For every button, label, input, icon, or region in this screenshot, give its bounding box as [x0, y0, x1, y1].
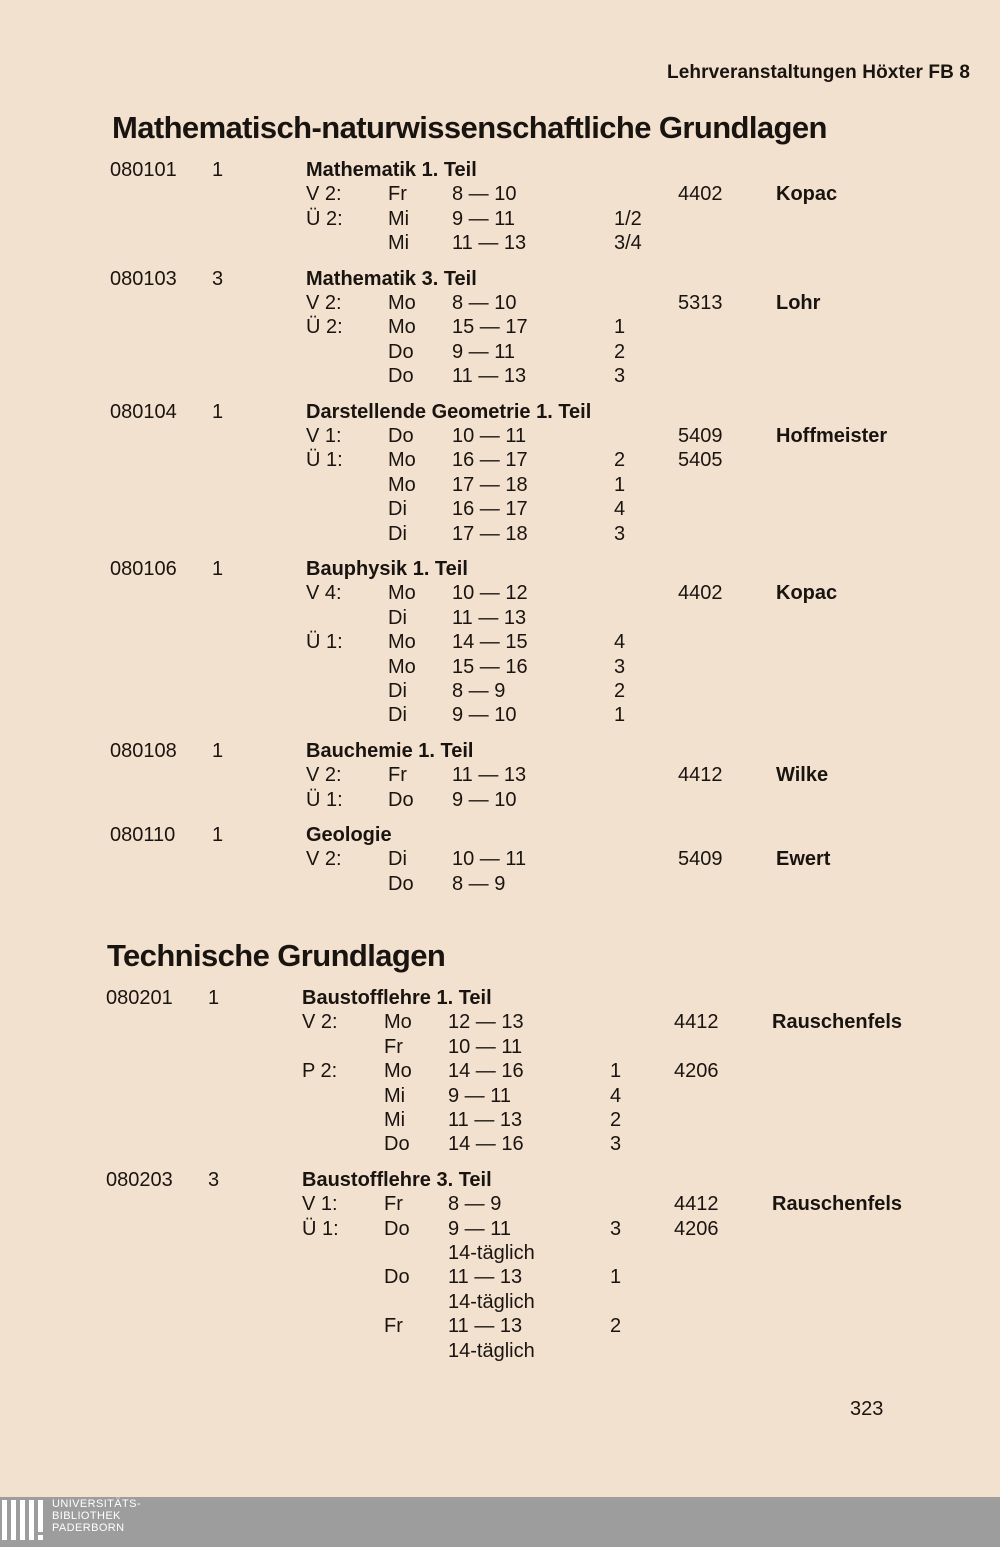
- session-day: Mo: [384, 1060, 412, 1083]
- session-time: 16 — 17: [452, 449, 528, 472]
- session-day: Do: [388, 872, 414, 895]
- course-code: 080108: [110, 739, 177, 762]
- session-type: Ü 1:: [306, 631, 343, 654]
- session-type: V 2:: [306, 764, 342, 787]
- session-room: 5405: [678, 449, 723, 472]
- session-room: 4412: [678, 764, 723, 787]
- session-time: 11 — 13: [448, 1109, 523, 1131]
- session-time: 16 — 17: [452, 498, 528, 521]
- session-group: 2: [614, 449, 626, 472]
- session-time: 8 — 9: [452, 680, 506, 702]
- session-type: V 4:: [306, 582, 342, 605]
- session-time: 8 — 10: [452, 292, 517, 314]
- session-time: 9 — 11: [448, 1217, 511, 1240]
- session-group: 3: [610, 1217, 622, 1240]
- session-day: Mi: [388, 232, 410, 255]
- session-group: 2: [614, 340, 626, 363]
- session-group: 4: [614, 498, 626, 521]
- session-day: Do: [388, 365, 414, 388]
- course-code: 080106: [110, 558, 177, 580]
- session-time: 11 — 13: [452, 764, 527, 787]
- lecturer-name: Wilke: [776, 764, 829, 787]
- session-time: 9 — 10: [452, 704, 517, 727]
- session-day: Mi: [384, 1109, 406, 1131]
- course-semester: 3: [208, 1168, 220, 1191]
- session-group: 3: [610, 1133, 622, 1156]
- session-type: V 2:: [306, 183, 342, 206]
- session-group: 4: [610, 1084, 622, 1107]
- session-time: 8 — 9: [448, 1193, 502, 1216]
- session-time: 14-täglich: [448, 1290, 535, 1313]
- session-group: 2: [610, 1109, 622, 1131]
- session-room: 5313: [678, 292, 723, 314]
- session-group: 1: [610, 1266, 622, 1289]
- session-time: 10 — 12: [452, 582, 528, 605]
- session-group: 3: [614, 522, 626, 545]
- session-day: Di: [388, 522, 407, 545]
- lecturer-name: Rauschenfels: [772, 1193, 903, 1216]
- page-number: 323: [850, 1398, 884, 1420]
- session-group: 2: [610, 1315, 622, 1338]
- session-time: 11 — 13: [452, 606, 527, 629]
- session-type: Ü 2:: [306, 207, 343, 230]
- session-time: 9 — 11: [452, 207, 515, 230]
- running-header: Lehrveranstaltungen Höxter FB 8: [667, 62, 970, 83]
- session-group: 3: [614, 655, 626, 678]
- session-day: Do: [384, 1266, 410, 1289]
- session-day: Do: [388, 788, 414, 811]
- session-day: Mo: [388, 292, 416, 314]
- library-logo-icon: [2, 1500, 46, 1544]
- session-day: Mo: [384, 1011, 412, 1034]
- session-day: Mo: [388, 655, 416, 678]
- session-day: Mi: [388, 207, 410, 230]
- session-day: Mo: [388, 473, 416, 496]
- course-semester: 1: [212, 739, 224, 762]
- session-group: 1: [610, 1060, 622, 1083]
- course-code: 080201: [106, 987, 173, 1009]
- course-title: Mathematik 3. Teil: [306, 267, 477, 290]
- session-type: P 2:: [302, 1060, 338, 1083]
- session-type: V 1:: [302, 1193, 338, 1216]
- course-title: Geologie: [306, 824, 392, 846]
- session-day: Do: [388, 340, 414, 363]
- session-day: Do: [384, 1133, 410, 1156]
- course-code: 080101: [110, 159, 177, 181]
- session-type: V 1:: [306, 425, 342, 447]
- course-title: Darstellende Geometrie 1. Teil: [306, 400, 592, 423]
- course-title: Bauphysik 1. Teil: [306, 558, 468, 580]
- session-time: 11 — 13: [448, 1266, 523, 1289]
- session-day: Fr: [388, 183, 407, 206]
- course-semester: 1: [212, 824, 224, 846]
- session-room: 4206: [674, 1060, 719, 1083]
- section-title: Mathematisch-naturwissenschaftliche Grundlagen: [112, 110, 827, 145]
- session-type: V 2:: [302, 1011, 338, 1034]
- library-name-line: UNIVERSITÄTS-: [52, 1498, 141, 1510]
- session-time: 8 — 9: [452, 872, 506, 895]
- session-room: 5409: [678, 848, 723, 871]
- session-day: Fr: [388, 764, 407, 787]
- session-time: 15 — 16: [452, 655, 528, 678]
- session-day: Di: [388, 680, 407, 702]
- session-type: Ü 1:: [302, 1217, 339, 1240]
- course-code: 080203: [106, 1168, 173, 1191]
- course-title: Bauchemie 1. Teil: [306, 739, 474, 762]
- session-group: 1: [614, 473, 626, 496]
- course-semester: 1: [212, 558, 224, 580]
- session-day: Mi: [384, 1084, 406, 1107]
- session-room: 4402: [678, 582, 723, 605]
- session-time: 10 — 11: [448, 1035, 523, 1058]
- session-type: Ü 1:: [306, 788, 343, 811]
- course-title: Baustofflehre 3. Teil: [302, 1168, 492, 1191]
- session-time: 11 — 13: [452, 232, 527, 255]
- session-group: 4: [614, 631, 626, 654]
- session-group: 2: [614, 680, 626, 702]
- session-type: Ü 2:: [306, 316, 343, 339]
- lecturer-name: Kopac: [776, 183, 838, 206]
- session-day: Di: [388, 606, 407, 629]
- session-type: V 2:: [306, 292, 342, 314]
- session-time: 15 — 17: [452, 316, 528, 339]
- lecturer-name: Ewert: [776, 848, 831, 871]
- session-time: 11 — 13: [448, 1315, 523, 1338]
- lecturer-name: Kopac: [776, 582, 838, 605]
- session-room: 4206: [674, 1217, 719, 1240]
- session-group: 1: [614, 316, 626, 339]
- course-code: 080110: [110, 824, 176, 846]
- course-semester: 1: [212, 159, 224, 181]
- session-room: 5409: [678, 425, 723, 447]
- session-time: 17 — 18: [452, 522, 528, 545]
- session-group: 1: [614, 704, 626, 727]
- session-day: Mo: [388, 582, 416, 605]
- course-semester: 1: [208, 987, 220, 1009]
- session-type: V 2:: [306, 848, 342, 871]
- session-group: 1/2: [614, 207, 642, 230]
- course-semester: 1: [212, 400, 224, 423]
- session-time: 14 — 15: [452, 631, 528, 654]
- course-code: 080103: [110, 267, 177, 290]
- session-time: 9 — 10: [452, 788, 517, 811]
- session-day: Mo: [388, 631, 416, 654]
- session-room: 4412: [674, 1193, 719, 1216]
- session-day: Do: [388, 425, 414, 447]
- library-name-line: PADERBORN: [52, 1522, 125, 1534]
- session-day: Fr: [384, 1315, 403, 1338]
- session-time: 12 — 13: [448, 1011, 524, 1034]
- library-name-line: BIBLIOTHEK: [52, 1510, 121, 1522]
- session-time: 14-täglich: [448, 1242, 535, 1264]
- library-name: [52, 1498, 141, 1534]
- session-day: Do: [384, 1217, 410, 1240]
- session-day: Di: [388, 848, 407, 871]
- session-day: Di: [388, 498, 407, 521]
- course-semester: 3: [212, 267, 224, 290]
- lecturer-name: Rauschenfels: [772, 1011, 903, 1034]
- lecturer-name: Lohr: [776, 292, 821, 314]
- session-time: 14 — 16: [448, 1060, 524, 1083]
- course-title: Mathematik 1. Teil: [306, 159, 477, 181]
- session-time: 9 — 11: [452, 340, 515, 363]
- session-time: 14 — 16: [448, 1133, 524, 1156]
- session-day: Di: [388, 704, 407, 727]
- session-group: 3/4: [614, 232, 642, 255]
- library-footer: [0, 1497, 1000, 1547]
- session-time: 10 — 11: [452, 425, 527, 447]
- session-time: 14-täglich: [448, 1339, 535, 1362]
- session-time: 17 — 18: [452, 473, 528, 496]
- session-day: Fr: [384, 1035, 403, 1058]
- session-room: 4402: [678, 183, 723, 206]
- section-title: Technische Grundlagen: [107, 938, 446, 973]
- session-time: 8 — 10: [452, 183, 517, 206]
- course-title: Baustofflehre 1. Teil: [302, 987, 492, 1009]
- session-time: 10 — 11: [452, 848, 527, 871]
- lecturer-name: Hoffmeister: [776, 425, 888, 447]
- course-code: 080104: [110, 400, 177, 423]
- session-type: Ü 1:: [306, 449, 343, 472]
- session-group: 3: [614, 365, 626, 388]
- session-time: 11 — 13: [452, 365, 527, 388]
- session-day: Mo: [388, 449, 416, 472]
- session-day: Mo: [388, 316, 416, 339]
- session-room: 4412: [674, 1011, 719, 1034]
- session-time: 9 — 11: [448, 1084, 511, 1107]
- session-day: Fr: [384, 1193, 403, 1216]
